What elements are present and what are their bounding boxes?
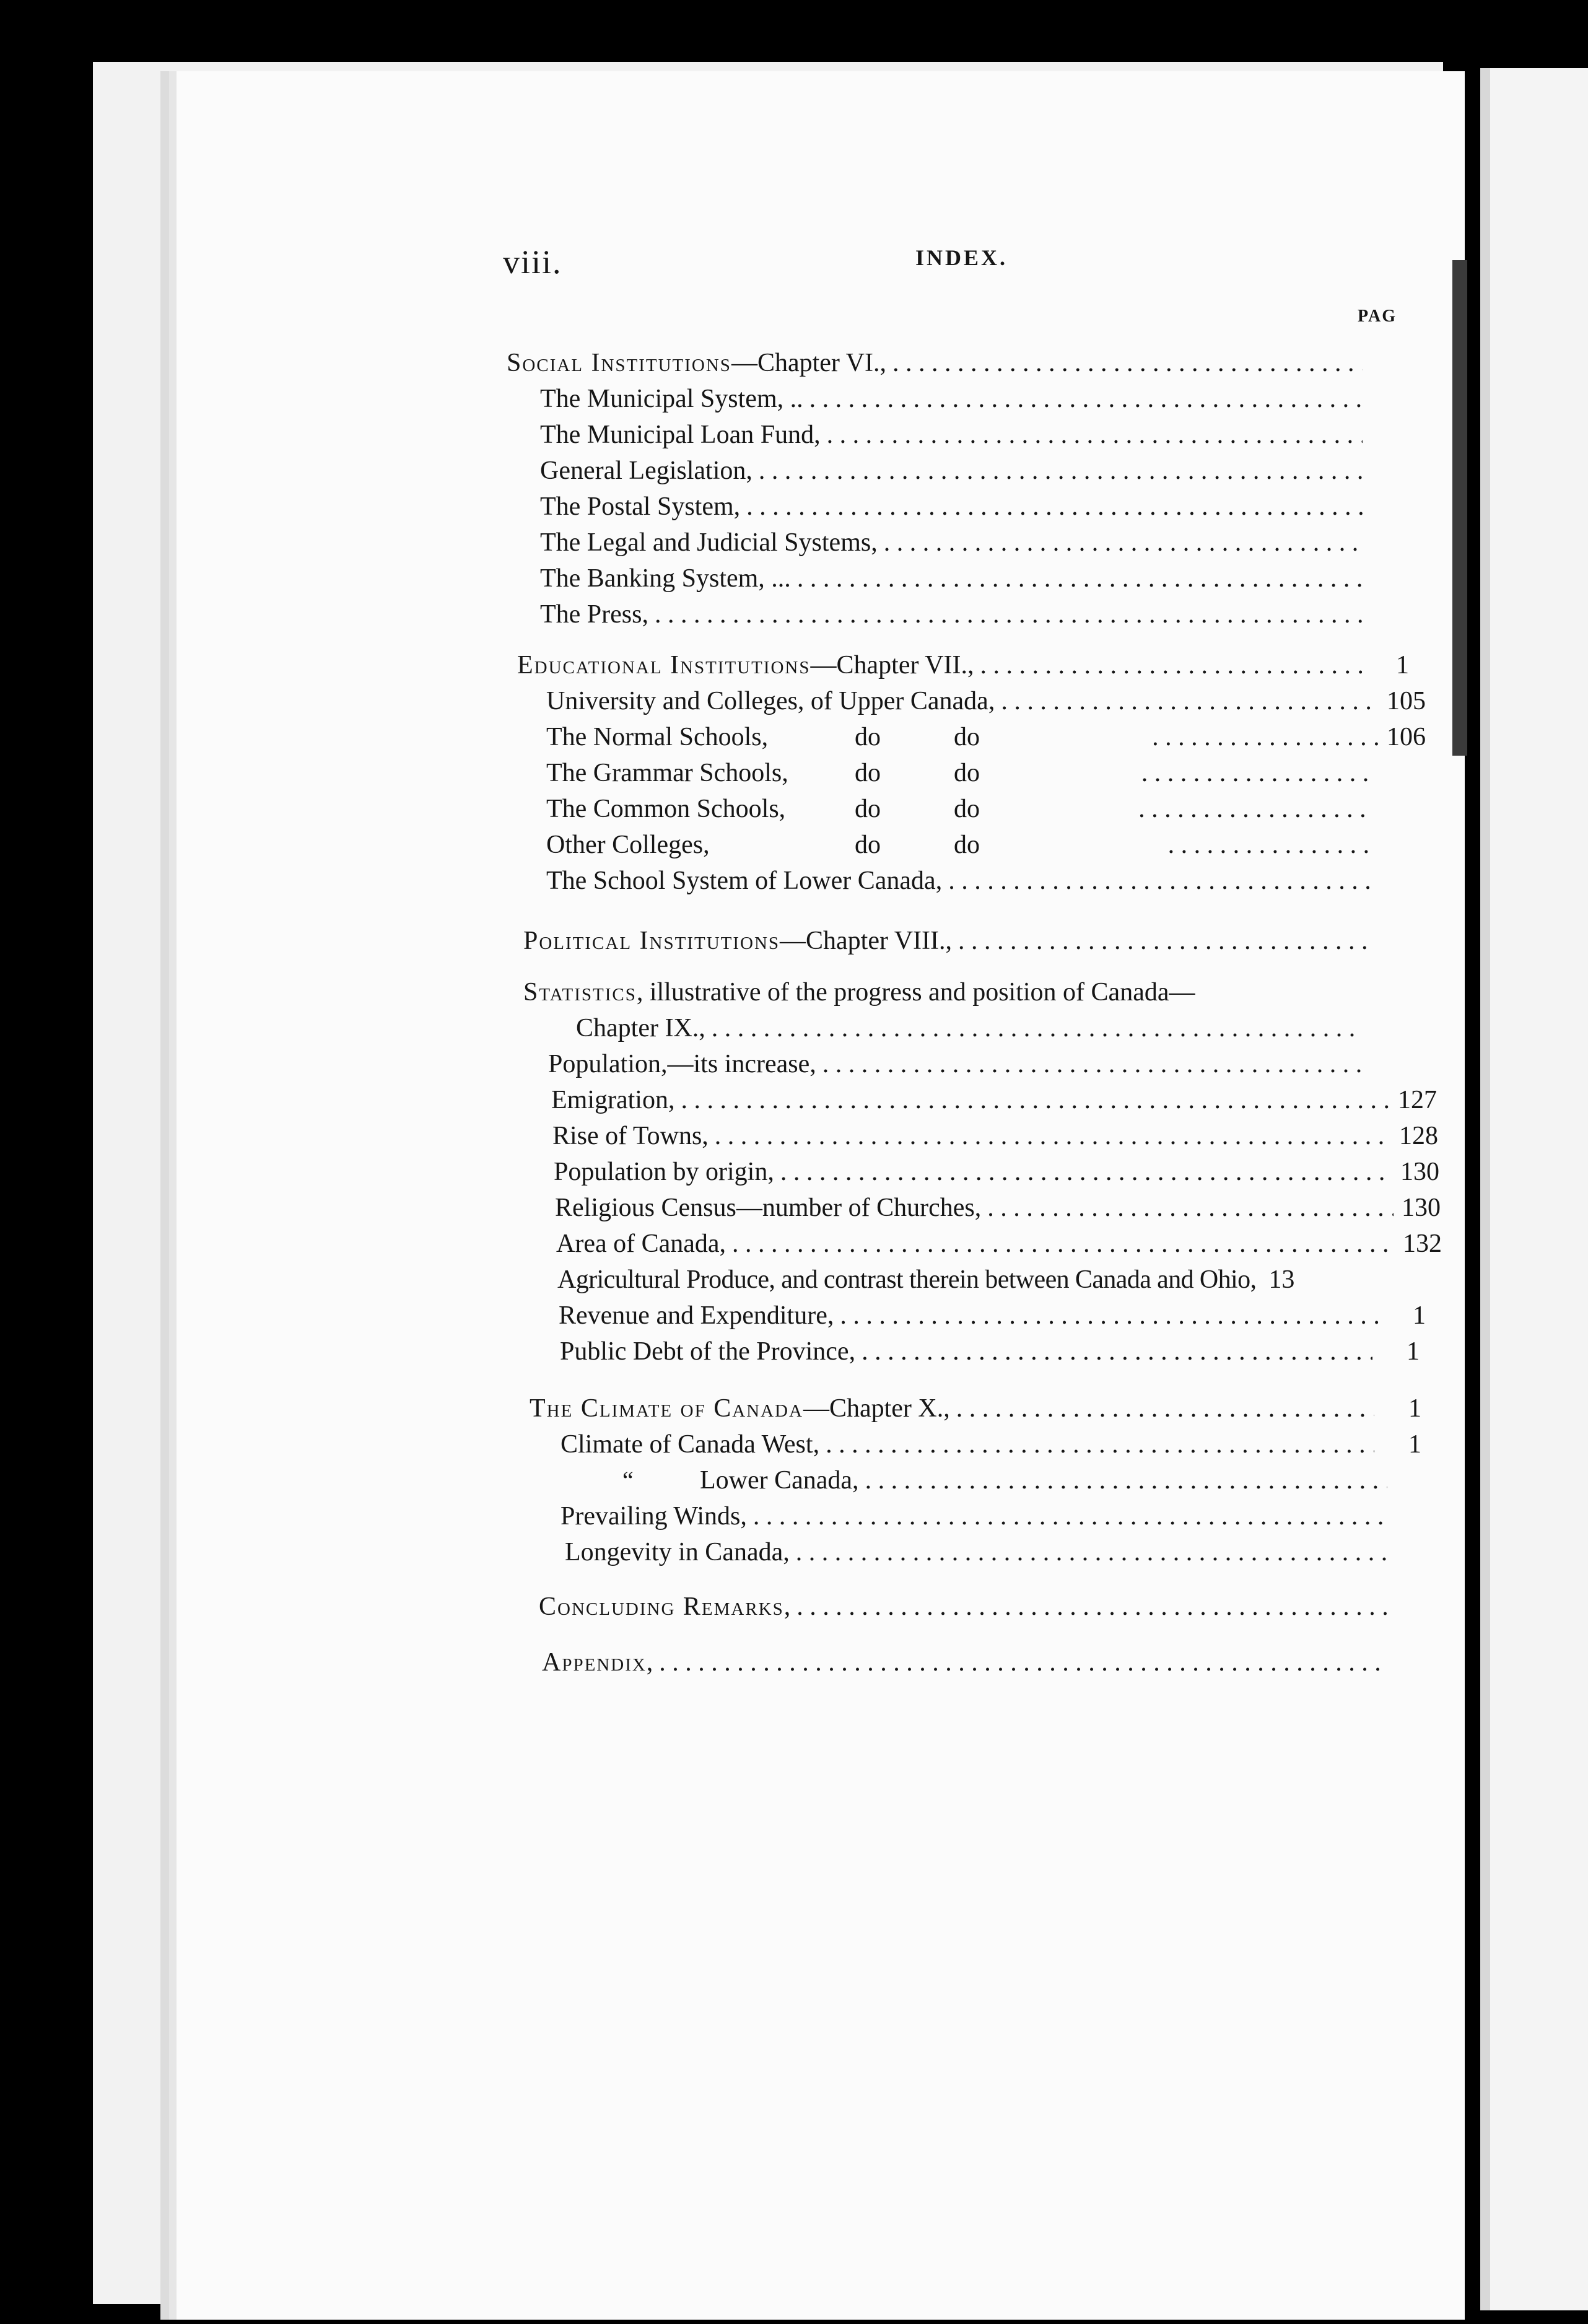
index-heading-educational [517,650,1409,686]
index-entry: Emigration, . . . 127 [551,1085,1437,1121]
chapter-text: , illustrative of the progress and position of Canada— [636,978,1195,1007]
index-entry: Agricultural Produce, and contrast therein between Canada and Ohio, 13 [557,1265,1295,1294]
binding-shadow [1452,260,1467,756]
index-entry: The Grammar Schools, . . . [546,758,1370,794]
dot-leader [980,650,1363,680]
index-entry: The Municipal Loan Fund, . . . [540,420,1363,456]
index-entry: The Municipal System, .. . . . [540,384,1363,420]
ditto-column: do [855,759,881,787]
index-entry: Climate of Canada West, . . . 1 [561,1430,1421,1466]
index-entry: Rise of Towns, . . . 128 [552,1121,1438,1157]
running-head: INDEX. [915,245,1008,270]
dot-leader [958,926,1375,956]
index-entry: Prevailing Winds, . . . [561,1501,1387,1537]
paper-right-sheet [1480,68,1588,2310]
ditto-column: do [954,723,980,751]
ditto-column: do [855,723,881,751]
ditto-column: do [855,795,881,823]
page-number: viii. [503,243,562,281]
heading-text: Concluding Remarks [539,1592,784,1621]
ditto-column: do [954,795,980,823]
index-entry: Longevity in Canada, . . . [565,1537,1387,1573]
index-entry: The Legal and Judicial Systems, . . . [540,528,1363,564]
heading-text: The Climate of Canada [530,1394,803,1423]
index-entry: Public Debt of the Province, . . . 1 [560,1337,1420,1373]
page-ref: 1 [1396,651,1409,679]
dot-leader [956,1394,1374,1423]
chapter-text: —Chapter VII., [810,651,974,679]
index-entry: Population,—its increase, . . . [548,1049,1412,1085]
ditto-mark: “ [622,1466,634,1494]
ditto-column: do [855,831,881,859]
index-entry: The Normal Schools, . . . 106 [546,722,1426,758]
index-entry: Chapter IX., . . . [576,1013,1363,1049]
dot-leader [659,1648,1387,1677]
ditto-column: do [954,831,980,859]
index-heading-climate [530,1394,1421,1430]
heading-text: Social Institutions [507,349,731,377]
index-entry: General Legislation, . . . [540,456,1363,492]
chapter-text: , [783,1592,791,1621]
chapter-text: —Chapter VI., [731,349,886,377]
heading-text: Appendix [542,1648,647,1677]
index-entry: Other Colleges, . . . [546,830,1370,866]
heading-text: Political Institutions [523,927,780,955]
index-entry: Religious Census—number of Churches, . . . 130 [555,1193,1441,1229]
index-heading-concluding [539,1592,1387,1628]
index-entry: Revenue and Expenditure, . . . 1 [559,1301,1426,1337]
ditto-column: do [954,759,980,787]
index-entry: The Common Schools, . . . [546,794,1370,830]
index-entry: The Banking System, ... . . . [540,564,1363,600]
index-entry: Lower Canada, . . . [700,1466,1387,1501]
dot-leader [892,348,1363,378]
index-heading-statistics [523,977,1390,1013]
dot-leader [796,1592,1387,1622]
index-entry: University and Colleges, of Upper Canada, . . . 105 [546,686,1426,722]
index-entry: Area of Canada, . . . 132 [556,1229,1442,1265]
index-entry: The Press, . . . [540,600,1363,636]
heading-text: Statistics [523,978,637,1007]
index-entry: The Postal System, . . . [540,492,1363,528]
index-heading-appendix [542,1648,1387,1684]
index-heading-social [507,348,1363,384]
index-entry: The School System of Lower Canada, . . . [546,866,1370,902]
page-ref: 1 [1408,1394,1421,1423]
index-entry: Population by origin, . . . 130 [554,1157,1439,1193]
index-heading-political [523,926,1375,962]
heading-text: Educational Institutions [517,651,811,679]
chapter-text: —Chapter X., [803,1394,950,1423]
page-column-label: PAG [1358,307,1397,326]
chapter-text: , [646,1648,653,1677]
chapter-text: —Chapter VIII., [780,927,953,955]
